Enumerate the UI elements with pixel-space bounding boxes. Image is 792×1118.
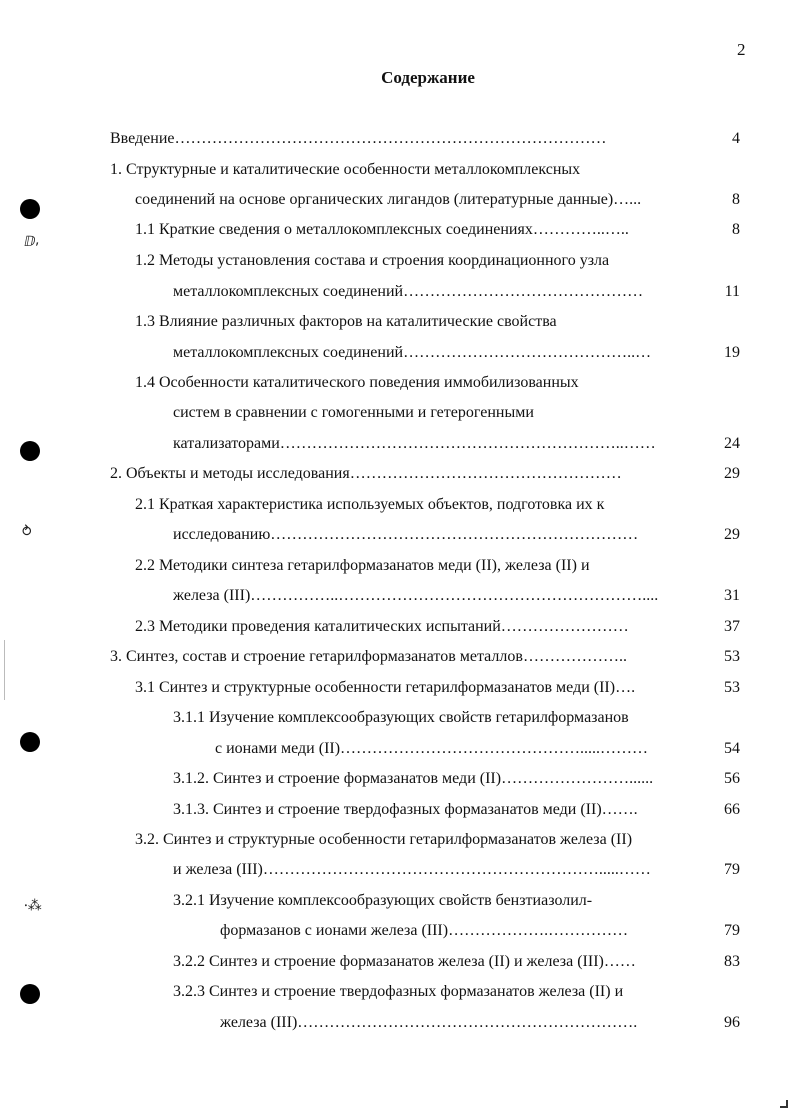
toc-page: 11 — [724, 283, 740, 300]
toc-page: 19 — [724, 344, 740, 361]
toc-line: металлокомплексных соединений……………………………………..… — [173, 344, 652, 361]
toc-line: 2.2 Методики синтеза гетарилформазанатов меди (II), железа (II) и — [135, 557, 590, 574]
page-title: Содержание — [381, 68, 475, 87]
toc-page: 37 — [724, 618, 740, 635]
toc-line: систем в сравнении с гомогенными и гетерогенными — [173, 404, 534, 421]
scan-mark-icon: ⅅ⸴ — [24, 234, 40, 250]
scan-mark-icon: ⸱⁂ — [24, 898, 42, 914]
toc-line: 2.3 Методики проведения каталитических испытаний…………………… — [135, 618, 629, 635]
toc-line: 3.1.3. Синтез и строение твердофазных формазанатов меди (II)……. — [173, 801, 638, 818]
toc-line: 3.2.3 Синтез и строение твердофазных формазанатов железа (II) и — [173, 983, 624, 1000]
toc-line: 3.1.1 Изучение комплексообразующих свойств гетарилформазанов — [173, 709, 629, 726]
toc-line: 3.2.1 Изучение комплексообразующих свойств бензтиазолил- — [173, 892, 593, 909]
toc-line: и железа (III)……………………………………………………….....…… — [173, 861, 651, 878]
toc-page: 79 — [724, 922, 740, 939]
toc-page: 53 — [724, 679, 740, 696]
toc-line: 3.1 Синтез и структурные особенности гетарилформазанатов меди (II)…. — [135, 679, 636, 696]
toc-page: 29 — [724, 465, 740, 482]
toc-page: 53 — [724, 648, 740, 665]
toc-page: 29 — [724, 526, 740, 543]
binder-hole-icon — [20, 199, 40, 219]
toc-line: железа (III)………………………………………………………. — [220, 1014, 638, 1031]
toc-line: с ионами меди (II)……………………………………….....……… — [215, 740, 649, 757]
binder-hole-icon — [20, 732, 40, 752]
toc-page: 96 — [724, 1014, 740, 1031]
toc-line: Введение……………………………………………………………………… — [110, 130, 607, 147]
scan-tick — [4, 640, 5, 700]
toc-line: соединений на основе органических лигандов (литературные данные)…... — [135, 191, 642, 208]
toc-page: 8 — [732, 221, 740, 238]
toc-line: 1.4 Особенности каталитического поведения иммобилизованных — [135, 374, 579, 391]
toc-line: 3.1.2. Синтез и строение формазанатов меди (II)……………………...... — [173, 770, 654, 787]
toc-page: 4 — [732, 130, 740, 147]
toc-line: 3. Синтез, состав и строение гетарилформазанатов металлов……………….. — [110, 648, 627, 665]
binder-hole-icon — [20, 984, 40, 1004]
toc-page: 66 — [724, 801, 740, 818]
toc-line: 1.3 Влияние различных факторов на каталитические свойства — [135, 313, 557, 330]
page-number: 2 — [737, 40, 746, 59]
toc-line: 3.2.2 Синтез и строение формазанатов железа (II) и железа (III)…… — [173, 953, 636, 970]
toc-line: металлокомплексных соединений……………………………………… — [173, 283, 644, 300]
toc-line: 1. Структурные и каталитические особенности металлокомплексных — [110, 161, 581, 178]
toc-page: 56 — [724, 770, 740, 787]
toc-line: формазанов с ионами железа (III)……………….…………… — [220, 922, 629, 939]
toc-line: железа (III)……………..………………………………………………….... — [173, 587, 659, 604]
toc-page: 79 — [724, 861, 740, 878]
toc-page: 54 — [724, 740, 740, 757]
toc-line: 2.1 Краткая характеристика используемых объектов, подготовка их к — [135, 496, 605, 513]
toc-page: 83 — [724, 953, 740, 970]
toc-line: 1.1 Краткие сведения о металлокомплексных соединениях…………..….. — [135, 221, 629, 238]
toc-page: 31 — [724, 587, 740, 604]
toc-page: 24 — [724, 435, 740, 452]
toc-line: исследованию…………………………………………………………… — [173, 526, 639, 543]
toc-page: 8 — [732, 191, 740, 208]
toc-line: катализаторами………………………………………………………..…… — [173, 435, 656, 452]
toc-line: 2. Объекты и методы исследования…………………………………………… — [110, 465, 622, 482]
scan-mark-icon: ⥁ — [22, 524, 32, 540]
scan-corner-icon — [780, 1100, 788, 1108]
toc-line: 3.2. Синтез и структурные особенности гетарилформазанатов железа (II) — [135, 831, 633, 848]
toc-line: 1.2 Методы установления состава и строения координационного узла — [135, 252, 610, 269]
binder-hole-icon — [20, 441, 40, 461]
